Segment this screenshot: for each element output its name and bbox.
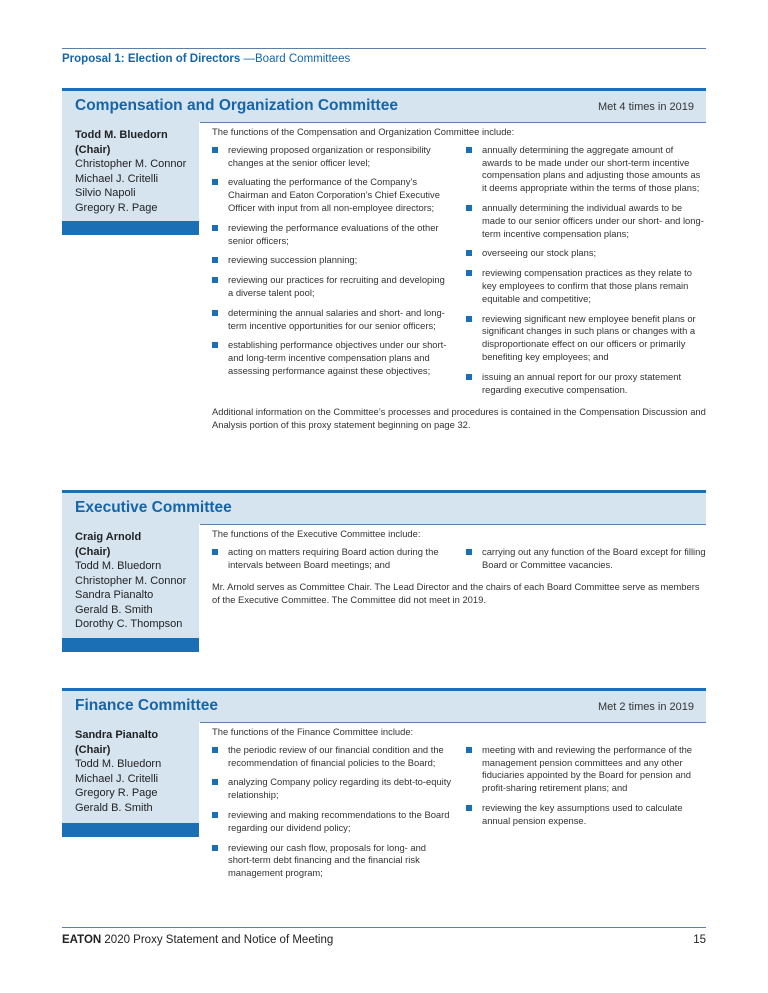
function-bullet: establishing performance objectives under our short- and long-term incentive compensation plans and assessing performance against these objectives; bbox=[212, 339, 452, 377]
functions-intro: The functions of the Compensation and Organization Committee include: bbox=[212, 126, 515, 137]
member-panel-bar bbox=[62, 221, 199, 235]
committee-compensation bbox=[62, 88, 706, 431]
committee-title-band bbox=[62, 88, 706, 122]
committee-title-band bbox=[62, 490, 706, 524]
member-name: Gerald B. Smith bbox=[75, 801, 153, 814]
bullet-column-left bbox=[212, 546, 452, 579]
function-bullet: reviewing significant new employee benefit plans or significant changes in such plans or changes with a disproportionate effect on our officers or primarily benefiting key employees; and bbox=[466, 313, 706, 364]
footer-rule bbox=[62, 927, 706, 928]
footer bbox=[62, 934, 333, 946]
function-bullet: reviewing succession planning; bbox=[212, 254, 452, 267]
committee-content bbox=[212, 528, 706, 607]
function-bullet: reviewing the key assumptions used to calculate annual pension expense. bbox=[466, 802, 706, 828]
meeting-count: Met 4 times in 2019 bbox=[598, 101, 694, 113]
bullet-column-right bbox=[466, 546, 706, 579]
functions-intro: The functions of the Finance Committee include: bbox=[212, 726, 414, 737]
function-bullet: annually determining the aggregate amount of awards to be made under our short-term incentive compensation plans and adjusting those amounts as it deems appropriate within the terms of those plans; bbox=[466, 144, 706, 195]
function-bullet: determining the annual salaries and short- and long-term incentive opportunities for our senior officers; bbox=[212, 307, 452, 333]
function-bullet: meeting with and reviewing the performance of the management pension committees and any other fiduciaries appointed by the Board for pension and profit-sharing retirement plans; and bbox=[466, 744, 706, 795]
member-list bbox=[62, 122, 199, 215]
function-bullet: carrying out any function of the Board except for filling Board or Committee vacancies. bbox=[466, 546, 706, 572]
function-bullet: reviewing compensation practices as they relate to key employees to confirm that those plans remain equitable and competitive; bbox=[466, 267, 706, 305]
function-bullet: reviewing our practices for recruiting and developing a diverse talent pool; bbox=[212, 274, 452, 300]
bullet-column-right bbox=[466, 144, 706, 404]
bullet-column-left bbox=[212, 144, 452, 404]
band-rule bbox=[200, 722, 706, 723]
chair-tag: (Chair) bbox=[75, 743, 111, 756]
function-bullet: reviewing and making recommendations to the Board regarding our dividend policy; bbox=[212, 809, 452, 835]
committee-note: Additional information on the Committee’s processes and procedures is contained in the Compensation Discussion and Analysis portion of this proxy statement beginning on page 32. bbox=[212, 406, 706, 431]
function-bullet: reviewing our cash flow, proposals for long- and short-term debt financing and the financial risk management program; bbox=[212, 842, 452, 880]
committee-title: Compensation and Organization Committee bbox=[75, 97, 398, 114]
member-panel-bar bbox=[62, 823, 199, 837]
member-name: Silvio Napoli bbox=[75, 187, 136, 199]
member-panel bbox=[62, 524, 199, 652]
bullet-column-left bbox=[212, 744, 452, 887]
bullet-column-right bbox=[466, 744, 706, 887]
committee-title: Finance Committee bbox=[75, 697, 218, 714]
meeting-count: Met 2 times in 2019 bbox=[598, 701, 694, 713]
chair-tag: (Chair) bbox=[75, 143, 111, 156]
member-panel bbox=[62, 122, 199, 235]
member-list bbox=[62, 722, 199, 815]
member-name: Todd M. Bluedorn bbox=[75, 560, 162, 572]
chair-name: Todd M. Bluedorn bbox=[75, 129, 168, 141]
section-header-sub: —Board Committees bbox=[243, 53, 351, 65]
section-header bbox=[62, 53, 350, 65]
committee-title: Executive Committee bbox=[75, 499, 232, 516]
chair-tag: (Chair) bbox=[75, 545, 111, 558]
member-list bbox=[62, 524, 199, 632]
function-bullet: acting on matters requiring Board action during the intervals between Board meetings; and bbox=[212, 546, 452, 572]
functions-intro: The functions of the Executive Committee include: bbox=[212, 528, 421, 539]
member-name: Michael J. Critelli bbox=[75, 772, 159, 785]
member-name: Christopher M. Connor bbox=[75, 158, 187, 170]
member-name: Gerald B. Smith bbox=[75, 603, 153, 616]
chair-name: Sandra Pianalto bbox=[75, 729, 159, 741]
member-name: Michael J. Critelli bbox=[75, 172, 159, 185]
member-name: Gregory R. Page bbox=[75, 787, 158, 799]
function-bullet: analyzing Company policy regarding its debt-to-equity relationship; bbox=[212, 776, 452, 802]
band-rule bbox=[200, 122, 706, 123]
page-number: 15 bbox=[693, 934, 706, 946]
function-bullet: annually determining the individual awards to be made to our senior officers under our short- and long-term incentive compensation plans; bbox=[466, 202, 706, 240]
header-rule bbox=[62, 48, 706, 49]
function-bullet: the periodic review of our financial condition and the recommendation of financial policies to the Board; bbox=[212, 744, 452, 770]
section-header-bold: Proposal 1: Election of Directors bbox=[62, 53, 241, 65]
band-rule bbox=[200, 524, 706, 525]
committee-finance bbox=[62, 688, 706, 879]
member-panel bbox=[62, 722, 199, 837]
function-bullet: overseeing our stock plans; bbox=[466, 247, 706, 260]
member-name: Sandra Pianalto bbox=[75, 589, 154, 601]
member-name: Dorothy C. Thompson bbox=[75, 618, 183, 630]
member-panel-bar bbox=[62, 638, 199, 652]
committee-content bbox=[212, 126, 706, 432]
member-name: Todd M. Bluedorn bbox=[75, 758, 162, 770]
function-bullet: reviewing the performance evaluations of the other senior officers; bbox=[212, 222, 452, 248]
function-bullet: reviewing proposed organization or responsibility changes at the senior officer level; bbox=[212, 144, 452, 170]
chair-name: Craig Arnold bbox=[75, 531, 142, 543]
function-bullet: evaluating the performance of the Company’s Chairman and Eaton Corporation’s Chief Executive Officer with input from all non-employee directors; bbox=[212, 176, 452, 214]
committee-executive bbox=[62, 490, 706, 630]
footer-text: 2020 Proxy Statement and Notice of Meeting bbox=[104, 934, 334, 946]
footer-brand: EATON bbox=[62, 934, 102, 946]
committee-title-band bbox=[62, 688, 706, 722]
function-bullet: issuing an annual report for our proxy statement regarding executive compensation. bbox=[466, 371, 706, 397]
committee-note: Mr. Arnold serves as Committee Chair. The Lead Director and the chairs of each Board Committee serve as members of the Executive Committee. The Committee did not meet in 2019. bbox=[212, 581, 700, 606]
member-name: Christopher M. Connor bbox=[75, 574, 187, 587]
committee-content bbox=[212, 726, 706, 887]
member-name: Gregory R. Page bbox=[75, 201, 158, 214]
